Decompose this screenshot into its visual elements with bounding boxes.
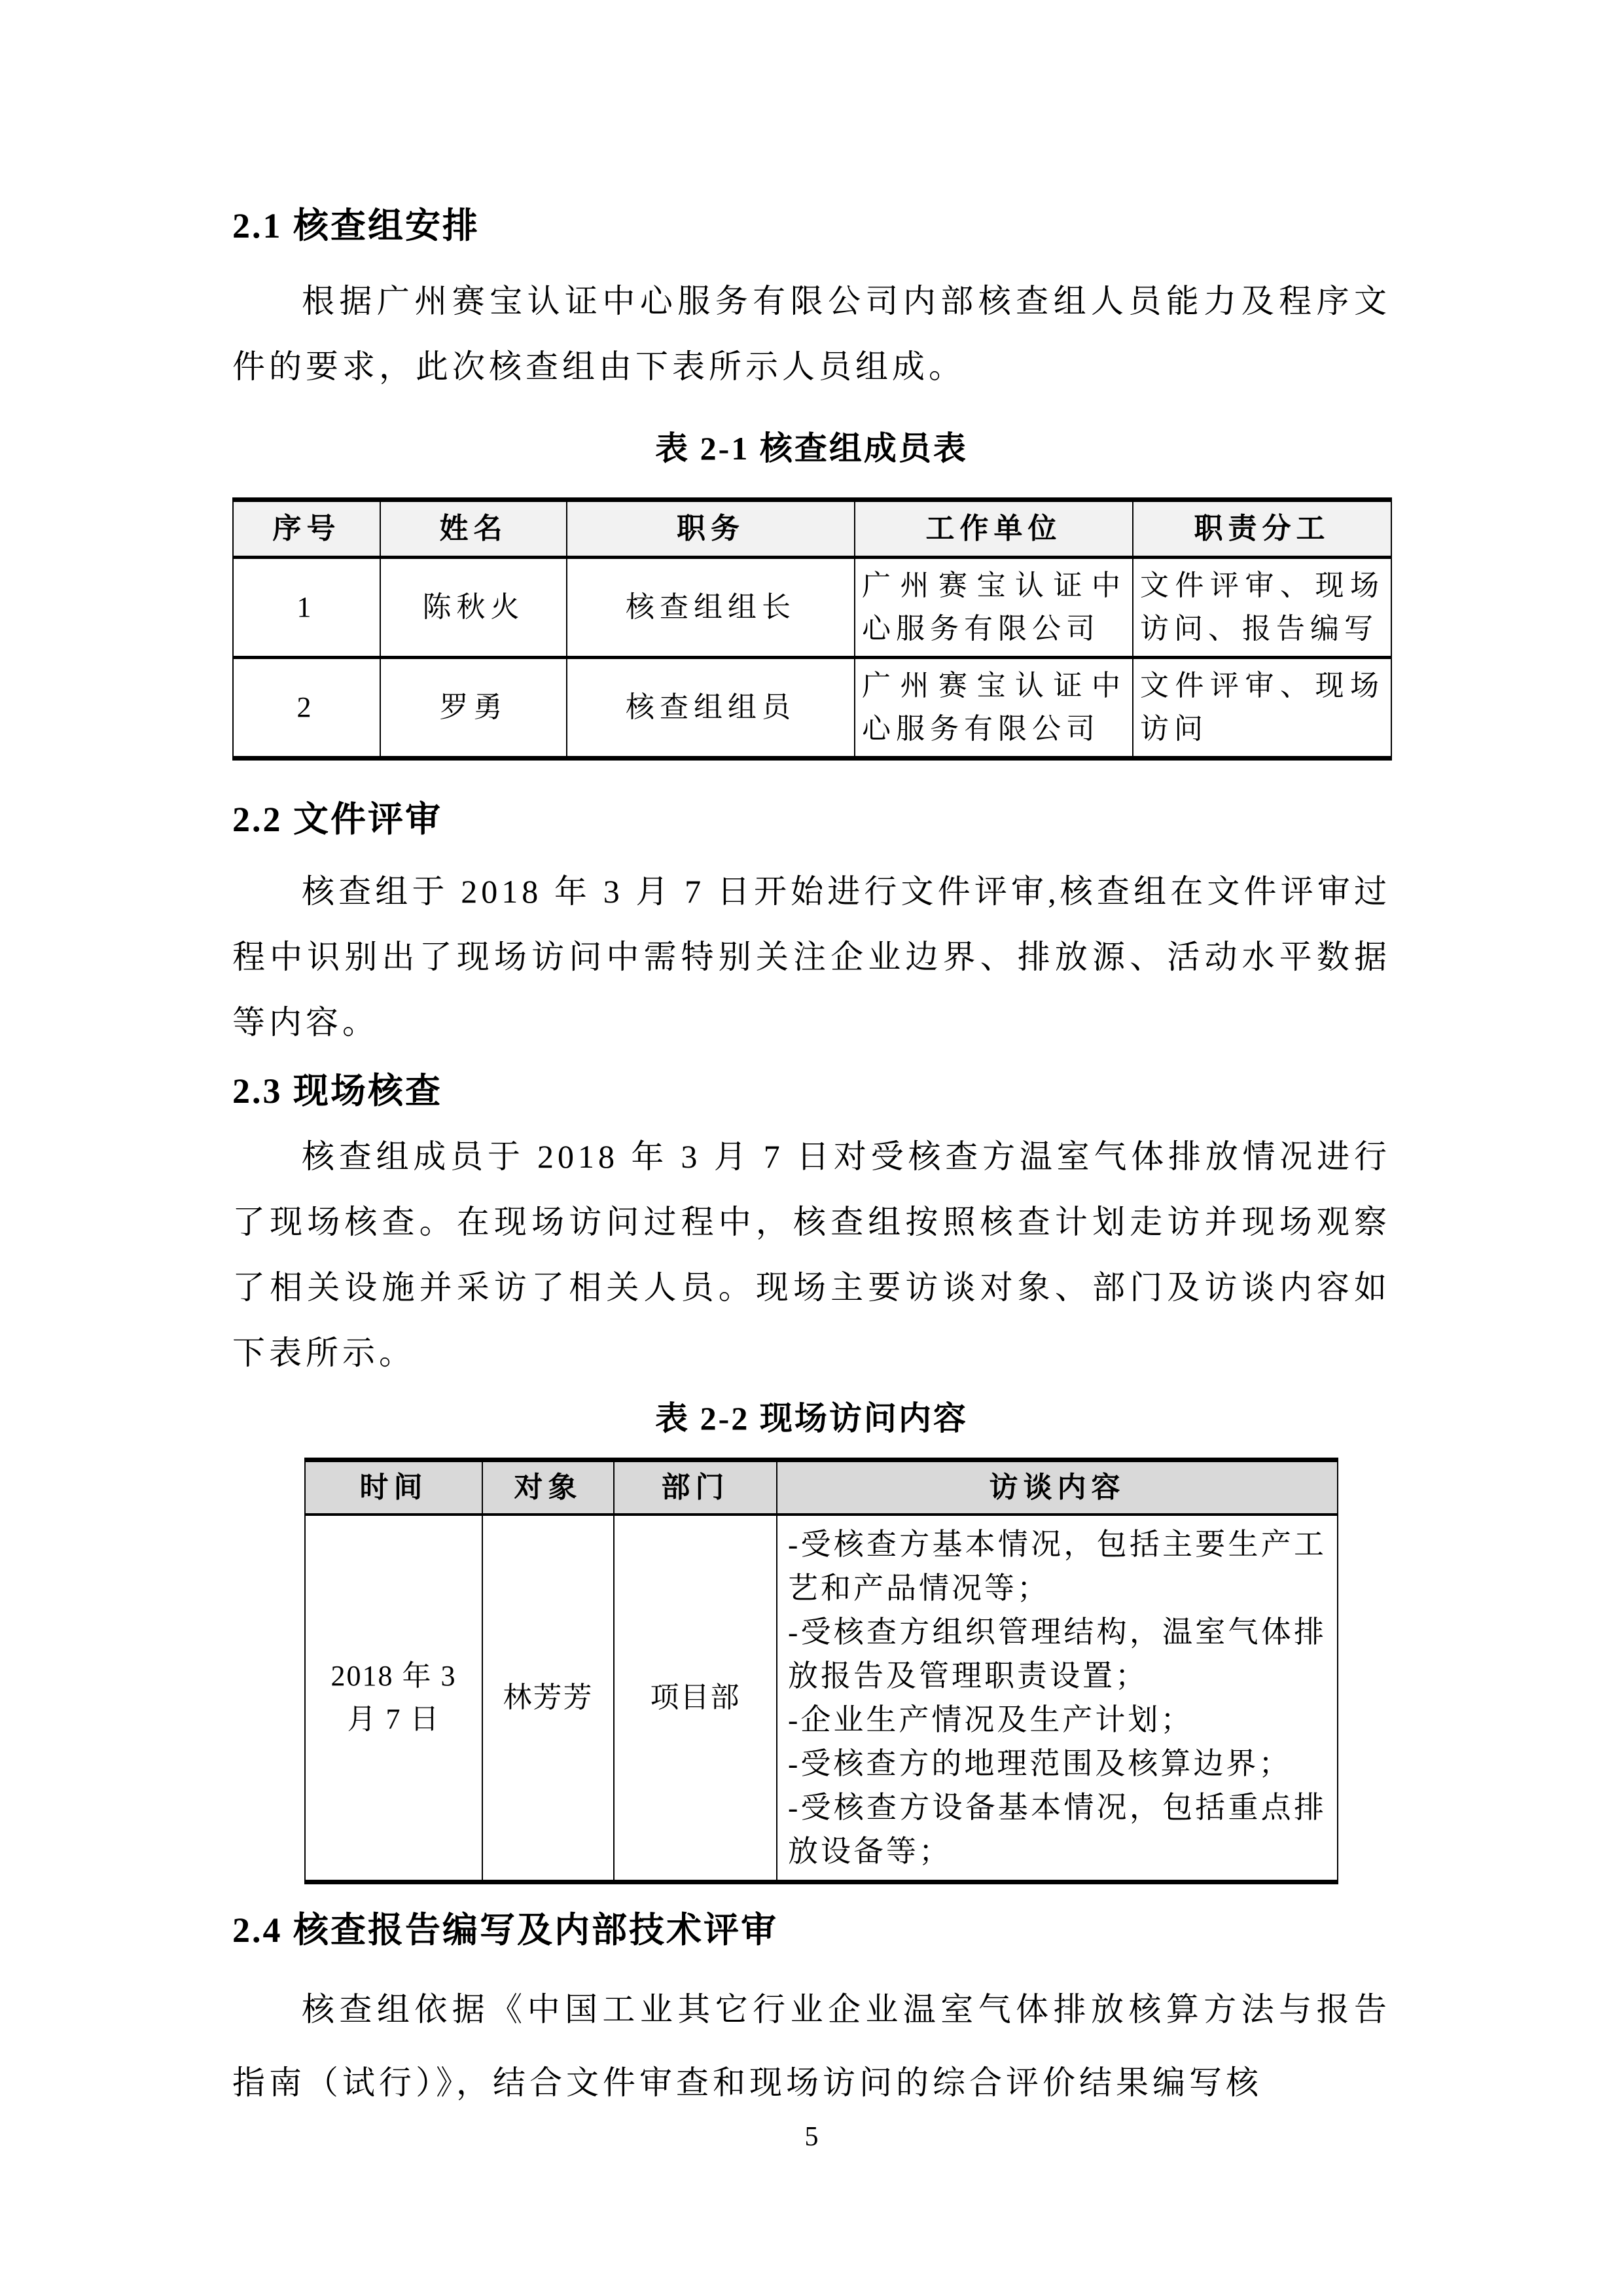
table-row [305,1515,1338,1882]
section-heading-2-2: 2.2 文件评审 [232,800,442,839]
th-duty: 职责分工 [1133,500,1391,558]
cell-name: 陈秋火 [380,558,567,658]
cell-seq: 2 [233,658,380,759]
page-number: 5 [804,2122,819,2152]
paragraph-2-1: 根据广州赛宝认证中心服务有限公司内部核查组人员能力及程序文件的要求，此次核查组由下表所示人员组成。 [232,283,1391,385]
interview-item: -企业生产情况及生产计划； [788,1703,1194,1736]
th-seq: 序号 [233,500,380,558]
cell-seq: 1 [233,558,380,658]
cell-org: 广州赛宝认证中心服务有限公司 [855,658,1133,759]
th-role: 职务 [567,500,855,558]
th-content: 访谈内容 [777,1460,1338,1515]
section-heading-2-1: 2.1 核查组安排 [232,206,480,245]
cell-time: 2018 年 3 月 7 日 [305,1515,482,1882]
interview-item: -受核查方设备基本情况，包括重点排放设备等； [788,1791,1327,1868]
cell-person: 林芳芳 [482,1515,614,1882]
cell-org: 广州赛宝认证中心服务有限公司 [855,558,1133,658]
cell-duty: 文件评审、现场访问 [1133,658,1391,759]
th-org: 工作单位 [855,500,1133,558]
th-name: 姓名 [380,500,567,558]
table-row [233,558,1391,658]
th-dept: 部门 [614,1460,777,1515]
table-2-2-title: 表 2-2 现场访问内容 [655,1400,968,1437]
section-heading-2-3: 2.3 现场核查 [232,1071,442,1111]
cell-interview-content [777,1515,1338,1882]
interview-item: -受核查方的地理范围及核算边界； [788,1747,1292,1780]
cell-duty: 文件评审、现场访问、报告编写 [1133,558,1391,658]
table-2-2 [304,1458,1338,1884]
th-time: 时间 [305,1460,482,1515]
interview-item: -受核查方组织管理结构，温室气体排放报告及管理职责设置； [788,1615,1327,1693]
table-2-1-header-row [233,500,1391,558]
paragraph-2-2: 核查组于 2018 年 3 月 7 日开始进行文件评审,核查组在文件评审过程中识别出了现场访问中需特别关注企业边界、排放源、活动水平数据等内容。 [232,873,1391,1041]
cell-name: 罗勇 [380,658,567,759]
table-2-1 [232,497,1392,761]
table-2-1-title: 表 2-1 核查组成员表 [655,430,968,467]
th-person: 对象 [482,1460,614,1515]
paragraph-2-3: 核查组成员于 2018 年 3 月 7 日对受核查方温室气体排放情况进行了现场核查。在现场访问过程中，核查组按照核查计划走访并现场观察了相关设施并采访了相关人员。现场主要访谈对象、部门及访谈内容如下表所示。 [232,1138,1391,1371]
paragraph-2-4: 核查组依据《中国工业其它行业企业温室气体排放核算方法与报告指南（试行）》，结合文件审查和现场访问的综合评价结果编写核 [232,1991,1391,2101]
interview-item: -受核查方基本情况，包括主要生产工艺和产品情况等； [788,1528,1327,1605]
section-heading-2-4: 2.4 核查报告编写及内部技术评审 [232,1910,778,1950]
cell-dept: 项目部 [614,1515,777,1882]
cell-role: 核查组组长 [567,558,855,658]
cell-role: 核查组组员 [567,658,855,759]
table-row [233,658,1391,759]
table-2-2-header-row [305,1460,1338,1515]
